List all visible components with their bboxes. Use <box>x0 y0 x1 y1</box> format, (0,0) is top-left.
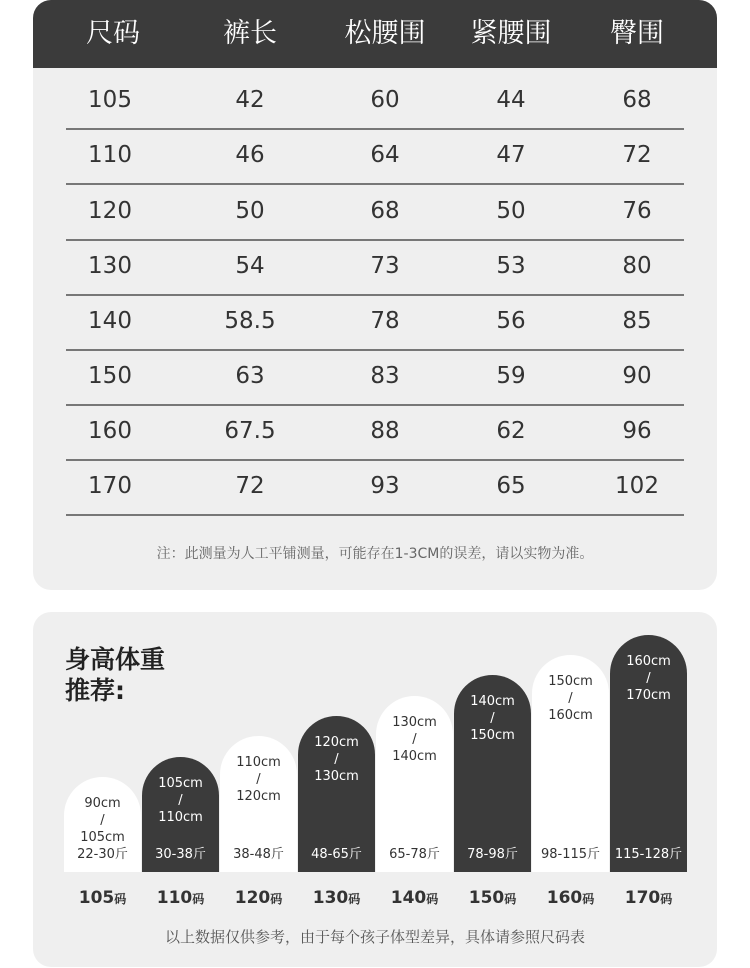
cell: 72 <box>235 473 265 499</box>
cell: 59 <box>496 363 526 389</box>
size-label <box>298 888 375 908</box>
size-label <box>64 888 141 908</box>
size-unit: 码 <box>582 892 595 906</box>
cell: 54 <box>235 253 265 279</box>
size-unit: 码 <box>426 892 439 906</box>
cell: 64 <box>370 142 400 168</box>
cell: 60 <box>370 87 400 113</box>
header-hip: 臀围 <box>610 18 664 49</box>
cell: 68 <box>370 198 400 224</box>
recommend-bar-120 <box>220 736 297 872</box>
cell: 47 <box>496 142 526 168</box>
recommend-bar-150 <box>454 675 531 872</box>
table-header <box>33 0 717 68</box>
weight-range: 115-128斤 <box>614 847 683 862</box>
cell: 90 <box>622 363 652 389</box>
table-row <box>66 404 684 461</box>
weight-range: 22-30斤 <box>77 847 128 862</box>
height-range: 90cm / 105cm <box>80 796 125 845</box>
size-value: 160 <box>546 888 583 908</box>
cell: 110 <box>88 142 132 168</box>
weight-range: 38-48斤 <box>233 847 284 862</box>
weight-range: 78-98斤 <box>467 847 518 862</box>
cell: 160 <box>88 418 132 444</box>
cell: 170 <box>88 473 132 499</box>
size-unit: 码 <box>348 892 361 906</box>
cell: 73 <box>370 253 400 279</box>
weight-range: 48-65斤 <box>311 847 362 862</box>
size-table-card <box>33 0 717 590</box>
header-loose-waist: 松腰围 <box>344 18 426 49</box>
height-range: 105cm / 110cm <box>158 776 203 825</box>
cell: 78 <box>370 308 400 334</box>
size-value: 130 <box>312 888 349 908</box>
table-row <box>66 128 684 185</box>
measurement-note: 注：此测量为人工平铺测量，可能存在1-3CM的误差，请以实物为准。 <box>156 546 594 562</box>
cell: 96 <box>622 418 652 444</box>
recommend-footer-note: 以上数据仅供参考，由于每个孩子体型差异，具体请参照尺码表 <box>164 928 585 946</box>
table-row <box>66 349 684 406</box>
recommend-bar-140 <box>376 696 453 872</box>
height-range: 120cm / 130cm <box>314 735 359 784</box>
header-tight-waist: 紧腰围 <box>470 18 552 49</box>
cell: 72 <box>622 142 652 168</box>
size-label <box>376 888 453 908</box>
size-value: 105 <box>78 888 115 908</box>
size-label <box>610 888 687 908</box>
cell: 130 <box>88 253 132 279</box>
table-row <box>66 73 684 130</box>
cell: 50 <box>235 198 265 224</box>
cell: 42 <box>235 87 265 113</box>
recommend-bar-130 <box>298 716 375 872</box>
table-row <box>66 239 684 296</box>
size-value: 170 <box>624 888 661 908</box>
cell: 58.5 <box>224 308 276 334</box>
size-unit: 码 <box>504 892 517 906</box>
cell: 85 <box>622 308 652 334</box>
header-length: 裤长 <box>223 18 277 49</box>
size-value: 140 <box>390 888 427 908</box>
size-unit: 码 <box>660 892 673 906</box>
size-value: 120 <box>234 888 271 908</box>
recommend-bar-105 <box>64 777 141 872</box>
cell: 46 <box>235 142 265 168</box>
table-row <box>66 294 684 351</box>
header-size: 尺码 <box>86 18 140 49</box>
size-unit: 码 <box>270 892 283 906</box>
cell: 63 <box>235 363 265 389</box>
cell: 76 <box>622 198 652 224</box>
weight-range: 65-78斤 <box>389 847 440 862</box>
weight-range: 30-38斤 <box>155 847 206 862</box>
height-range: 160cm / 170cm <box>626 654 671 703</box>
cell: 68 <box>622 87 652 113</box>
cell: 62 <box>496 418 526 444</box>
cell: 140 <box>88 308 132 334</box>
cell: 56 <box>496 308 526 334</box>
cell: 83 <box>370 363 400 389</box>
cell: 50 <box>496 198 526 224</box>
size-label <box>454 888 531 908</box>
recommend-bar-160 <box>532 655 609 872</box>
recommend-title: 身高体重 推荐: <box>65 645 166 705</box>
size-value: 150 <box>468 888 505 908</box>
size-unit: 码 <box>192 892 205 906</box>
weight-range: 98-115斤 <box>540 847 601 862</box>
cell: 150 <box>88 363 132 389</box>
cell: 80 <box>622 253 652 279</box>
cell: 88 <box>370 418 400 444</box>
cell: 53 <box>496 253 526 279</box>
size-value: 110 <box>156 888 193 908</box>
cell: 44 <box>496 87 526 113</box>
height-range: 150cm / 160cm <box>548 674 593 723</box>
recommend-bar-170 <box>610 635 687 872</box>
size-unit: 码 <box>114 892 127 906</box>
cell: 93 <box>370 473 400 499</box>
table-row <box>66 459 684 516</box>
size-label <box>142 888 219 908</box>
cell: 65 <box>496 473 526 499</box>
size-label <box>220 888 297 908</box>
cell: 105 <box>88 87 132 113</box>
height-range: 140cm / 150cm <box>470 694 515 743</box>
cell: 102 <box>615 473 659 499</box>
cell: 67.5 <box>224 418 276 444</box>
cell: 120 <box>88 198 132 224</box>
height-weight-card <box>33 612 717 967</box>
height-range: 130cm / 140cm <box>392 715 437 764</box>
table-row <box>66 184 684 241</box>
height-range: 110cm / 120cm <box>236 755 281 804</box>
size-label <box>532 888 609 908</box>
recommend-bar-110 <box>142 757 219 872</box>
